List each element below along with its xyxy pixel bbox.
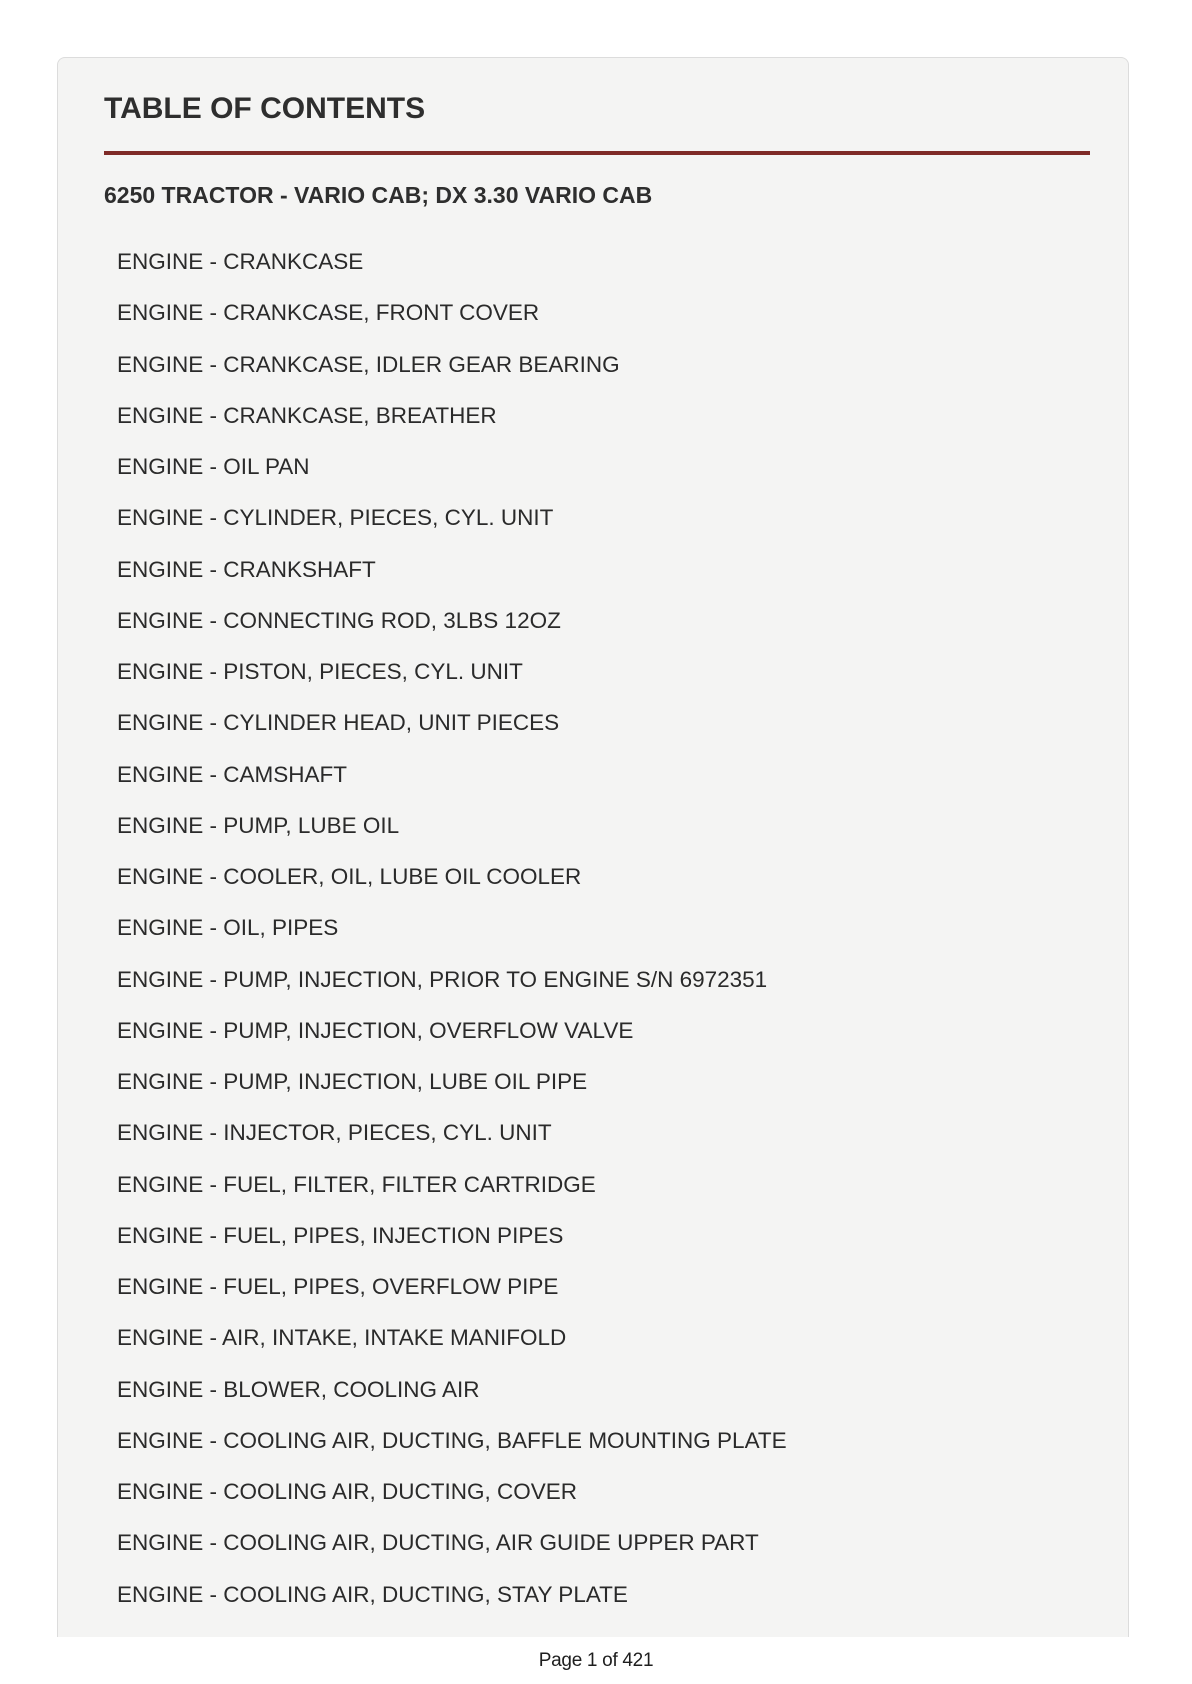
toc-entry[interactable]: ENGINE - FUEL, PIPES, OVERFLOW PIPE xyxy=(117,1274,559,1299)
toc-entry[interactable]: ENGINE - CRANKCASE, BREATHER xyxy=(117,402,497,428)
toc-entry[interactable]: ENGINE - CRANKCASE, IDLER GEAR BEARING xyxy=(117,351,620,377)
toc-entry[interactable]: ENGINE - CRANKCASE xyxy=(117,249,364,274)
toc-entry[interactable]: ENGINE - PISTON, PIECES, CYL. UNIT xyxy=(117,659,523,684)
toc-entry[interactable]: ENGINE - BLOWER, COOLING AIR xyxy=(117,1376,480,1402)
toc-entry[interactable]: ENGINE - COOLING AIR, DUCTING, STAY PLATE xyxy=(117,1581,628,1607)
page-number: Page 1 of 421 xyxy=(538,1650,654,1671)
toc-entry[interactable]: ENGINE - OIL PAN xyxy=(117,454,310,479)
toc-entry[interactable]: ENGINE - CYLINDER, PIECES, CYL. UNIT xyxy=(117,505,554,531)
toc-entry[interactable]: ENGINE - CONNECTING ROD, 3LBS 12OZ xyxy=(117,607,561,633)
toc-entry[interactable]: ENGINE - PUMP, INJECTION, OVERFLOW VALVE xyxy=(117,1017,634,1043)
toc-entry[interactable]: ENGINE - COOLER, OIL, LUBE OIL COOLER xyxy=(117,864,582,889)
toc-entry[interactable]: ENGINE - CAMSHAFT xyxy=(117,761,348,787)
toc-entry[interactable]: ENGINE - AIR, INTAKE, INTAKE MANIFOLD xyxy=(117,1325,567,1351)
toc-entry[interactable]: ENGINE - CRANKCASE, FRONT COVER xyxy=(117,300,540,326)
page-title: TABLE OF CONTENTS xyxy=(104,92,426,125)
toc-entry[interactable]: ENGINE - CRANKSHAFT xyxy=(117,556,376,582)
toc-entry[interactable]: ENGINE - PUMP, LUBE OIL xyxy=(117,812,400,838)
toc-entry[interactable]: ENGINE - PUMP, INJECTION, LUBE OIL PIPE xyxy=(117,1069,588,1094)
toc-list xyxy=(117,248,787,1632)
toc-entry[interactable]: ENGINE - COOLING AIR, DUCTING, AIR GUIDE UPPER PART xyxy=(117,1530,759,1556)
toc-entry[interactable]: ENGINE - PUMP, INJECTION, PRIOR TO ENGINE S/N 6972351 xyxy=(117,966,768,992)
toc-entry[interactable]: ENGINE - CYLINDER HEAD, UNIT PIECES xyxy=(117,710,560,736)
toc-panel xyxy=(57,57,1129,1637)
toc-entry[interactable]: ENGINE - COOLING AIR, DUCTING, BAFFLE MOUNTING PLATE xyxy=(117,1427,787,1453)
toc-entry[interactable]: ENGINE - FUEL, FILTER, FILTER CARTRIDGE xyxy=(117,1171,596,1197)
toc-entry[interactable]: ENGINE - INJECTOR, PIECES, CYL. UNIT xyxy=(117,1120,552,1146)
section-heading: 6250 TRACTOR - VARIO CAB; DX 3.30 VARIO CAB xyxy=(104,182,653,208)
toc-entry[interactable]: ENGINE - COOLING AIR, DUCTING, COVER xyxy=(117,1479,578,1504)
toc-entry[interactable]: ENGINE - OIL, PIPES xyxy=(117,915,339,941)
toc-entry[interactable]: ENGINE - FUEL, PIPES, INJECTION PIPES xyxy=(117,1222,564,1248)
title-divider xyxy=(104,151,1090,155)
